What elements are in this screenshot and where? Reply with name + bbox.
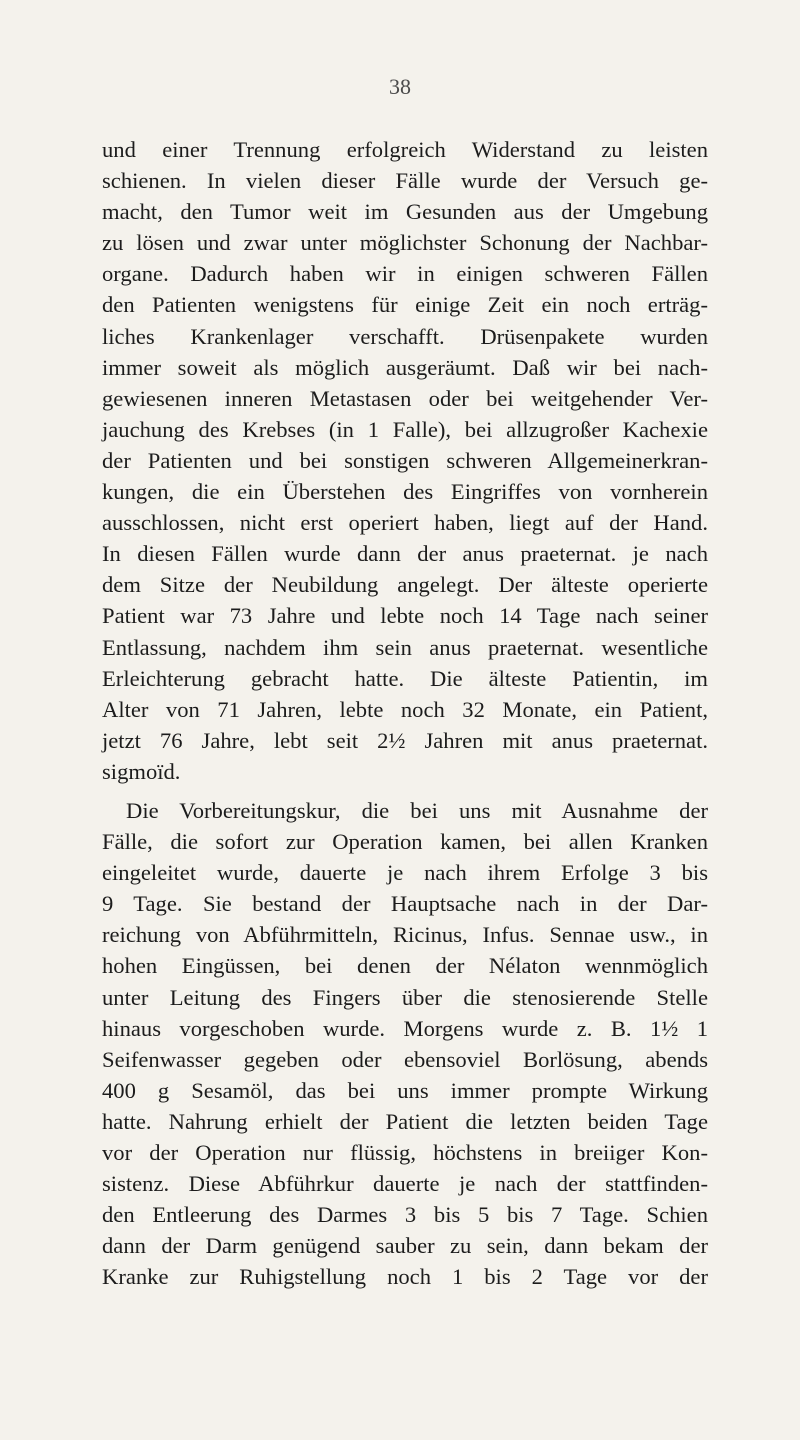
text-line: sistenz. Diese Abführkur dauerte je nach der stattfinden- [102,1171,708,1197]
paragraph-1 [102,134,708,787]
text-line: 400 g Sesamöl, das bei uns immer prompte Wirkung [102,1077,708,1103]
text-line: dann der Darm genügend sauber zu sein, dann bekam der [102,1233,708,1259]
text-line: jauchung des Krebses (in 1 Falle), bei allzugroßer Kachexie [102,416,708,442]
text-line: In diesen Fällen wurde dann der anus praeternat. je nach [102,541,708,567]
text-line: immer soweit als möglich ausgeräumt. Daß wir bei nach- [102,354,708,380]
text-line: zu lösen und zwar unter möglichster Schonung der Nachbar- [102,230,708,256]
text-line: und einer Trennung erfolgreich Widerstand zu leisten [102,137,708,162]
text-line: unter Leitung des Fingers über die stenosierende Stelle [102,984,708,1010]
text-line: Erleichterung gebracht hatte. Die älteste Patientin, im [102,665,708,691]
text-line: ausschlossen, nicht erst operiert haben, liegt auf der Hand. [102,510,708,536]
text-line: vor der Operation nur flüssig, höchstens in breiiger Kon- [102,1140,708,1165]
text-line: Die Vorbereitungskur, die bei uns mit Ausnahme der [126,797,708,823]
text-line: Fälle, die sofort zur Operation kamen, bei allen Kranken [102,829,708,855]
body-text [102,134,708,1292]
text-line: Patient war 73 Jahre und lebte noch 14 Tage nach seiner [102,603,708,629]
text-line: liches Krankenlager verschafft. Drüsenpakete wurden [102,323,708,349]
text-line: kungen, die ein Überstehen des Eingriffes von vornherein [102,479,708,505]
text-line: 9 Tage. Sie bestand der Hauptsache nach in der Dar- [102,891,708,917]
text-line: gewiesenen inneren Metastasen oder bei weitgehender Ver- [102,385,708,411]
text-line: schienen. In vielen dieser Fälle wurde der Versuch ge- [102,168,708,194]
text-line: dem Sitze der Neubildung angelegt. Der älteste operierte [102,572,708,598]
text-line: macht, den Tumor weit im Gesunden aus der Umgebung [102,199,708,225]
text-line: den Entleerung des Darmes 3 bis 5 bis 7 Tage. Schien [102,1202,708,1228]
text-line: hohen Eingüssen, bei denen der Nélaton wennmöglich [102,953,708,979]
text-line: hinaus vorgeschoben wurde. Morgens wurde z. B. 1½ 1 [102,1015,708,1041]
text-line: organe. Dadurch haben wir in einigen schweren Fällen [102,261,708,287]
text-line: den Patienten wenigstens für einige Zeit ein noch erträg- [102,292,708,318]
text-line: eingeleitet wurde, dauerte je nach ihrem Erfolge 3 bis [102,860,708,886]
page-number: 38 [389,74,411,99]
text-line: jetzt 76 Jahre, lebt seit 2½ Jahren mit anus praeternat. [102,727,708,753]
text-line: hatte. Nahrung erhielt der Patient die letzten beiden Tage [102,1108,708,1134]
text-line: Seifenwasser gegeben oder ebensoviel Borlösung, abends [102,1046,708,1072]
text-line: der Patienten und bei sonstigen schweren Allgemeinerkran- [102,447,708,473]
text-line: Kranke zur Ruhigstellung noch 1 bis 2 Tage vor der [102,1264,708,1290]
paragraph-2 [102,795,708,1293]
text-line: sigmoïd. [102,758,181,784]
text-line: Entlassung, nachdem ihm sein anus praeternat. wesentliche [102,634,708,660]
text-line: Alter von 71 Jahren, lebte noch 32 Monate, ein Patient, [102,696,708,722]
text-line: reichung von Abführmitteln, Ricinus, Infus. Sennae usw., in [102,922,708,948]
